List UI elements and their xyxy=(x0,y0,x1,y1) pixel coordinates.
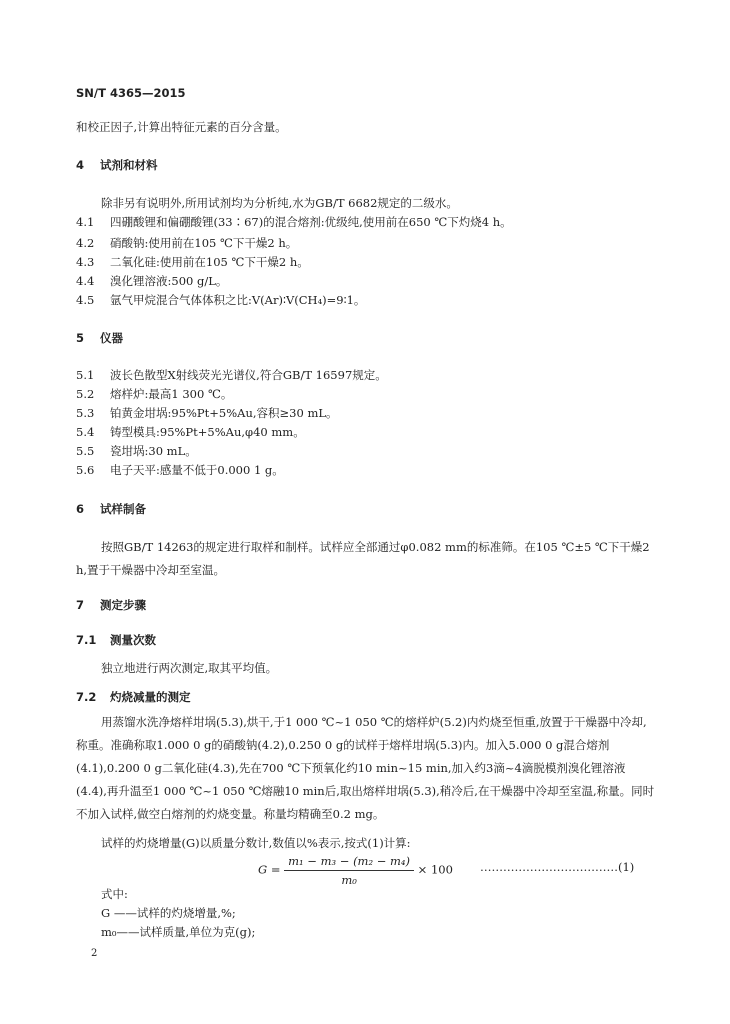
section-6-number: 6 xyxy=(76,502,85,516)
section-7-1-heading: 7.1 测量次数 xyxy=(76,633,156,647)
section-4-number: 4 xyxy=(76,158,85,172)
section-5-heading xyxy=(76,330,123,346)
formula-intro: 试样的灼烧增量(G)以质量分数计,数值以%表示,按式(1)计算: xyxy=(101,836,411,850)
list-item: 4.4 溴化锂溶液:500 g/L。 xyxy=(76,274,228,288)
list-item: 5.3 铂黄金坩埚:95%Pt+5%Au,容积≥30 mL。 xyxy=(76,406,338,420)
list-item: 5.2 熔样炉:最高1 300 ℃。 xyxy=(76,387,233,401)
list-item: 5.1 波长色散型X射线荧光光谱仪,符合GB/T 16597规定。 xyxy=(76,368,387,382)
list-item: 5.5 瓷坩埚:30 mL。 xyxy=(76,444,197,458)
section-4-lead: 除非另有说明外,所用试剂均为分析纯,水为GB/T 6682规定的二级水。 xyxy=(101,196,458,210)
where-label: 式中: xyxy=(101,887,128,901)
section-7-2-heading: 7.2 灼烧减量的测定 xyxy=(76,690,191,704)
section-5-number: 5 xyxy=(76,331,85,345)
section-7-2-paragraph: 用蒸馏水洗净熔样坩埚(5.3),烘干,于1 000 ℃~1 050 ℃的熔样炉(5.2)内灼烧至恒重,放置于干燥器中冷却,称重。准确称取1.000 0 g的硝酸钠(4.2),0.250 0 g的试样于熔样坩埚(5.3)内。加入5.000 0 g混合熔剂(4.1),0.200 0 g二氧化硅(4.3),先在700 ℃下预氧化约10 min~15 min,加入约3滴~4滴脱模剂溴化锂溶液(4.4),再升温至1 000 ℃~1 050 ℃熔融10 min后,取出熔样坩埚(5.3),稍冷后,在干燥器中冷却至室温,称量。同时不加入试样,做空白熔剂的灼烧变量。称量均精确至0.2 mg。 xyxy=(76,715,655,821)
section-6-title: 试样制备 xyxy=(100,502,146,516)
list-item: 4.5 氩气甲烷混合气体体积之比:V(Ar)∶V(CH₄)=9∶1。 xyxy=(76,293,366,307)
intro-text: 和校正因子,计算出特征元素的百分含量。 xyxy=(76,120,287,134)
list-item: 4.3 二氧化硅:使用前在105 ℃下干燥2 h。 xyxy=(76,255,309,269)
section-6-paragraph: 按照GB/T 14263的规定进行取样和制样。试样应全部通过φ0.082 mm的标准筛。在105 ℃±5 ℃下干燥2 h,置于干燥器中冷却至室温。 xyxy=(76,540,650,577)
section-4-title: 试剂和材料 xyxy=(100,158,158,172)
formula xyxy=(258,853,453,888)
section-7-number: 7 xyxy=(76,598,85,612)
section-6-heading xyxy=(76,501,146,517)
section-5-title: 仪器 xyxy=(100,331,123,345)
formula-number: ………………………………(1) xyxy=(480,860,635,874)
section-7-title: 测定步骤 xyxy=(100,598,146,612)
page-number: 2 xyxy=(91,948,98,959)
section-7-heading xyxy=(76,597,146,613)
document-header: SN/T 4365—2015 xyxy=(76,86,186,100)
section-4-heading xyxy=(76,157,158,173)
formula-lhs: G = xyxy=(258,862,281,877)
list-item: 4.2 硝酸钠:使用前在105 ℃下干燥2 h。 xyxy=(76,236,298,250)
list-item: 5.4 铸型模具:95%Pt+5%Au,φ40 mm。 xyxy=(76,425,305,439)
list-item: 4.1 四硼酸锂和偏硼酸锂(33∶67)的混合熔剂:优级纯,使用前在650 ℃下灼烧4 h。 xyxy=(76,215,512,229)
list-item: 5.6 电子天平:感量不低于0.000 1 g。 xyxy=(76,463,284,477)
formula-rhs: × 100 xyxy=(417,862,453,877)
definition-item: m₀——试样质量,单位为克(g); xyxy=(101,925,256,939)
formula-denominator: m₀ xyxy=(341,873,357,887)
definition-item: G ——试样的灼烧增量,%; xyxy=(101,906,236,920)
section-7-1-text: 独立地进行两次测定,取其平均值。 xyxy=(101,661,278,675)
formula-numerator: m₁ − m₃ − (m₂ − m₄) xyxy=(284,853,414,871)
formula-fraction xyxy=(284,853,414,888)
